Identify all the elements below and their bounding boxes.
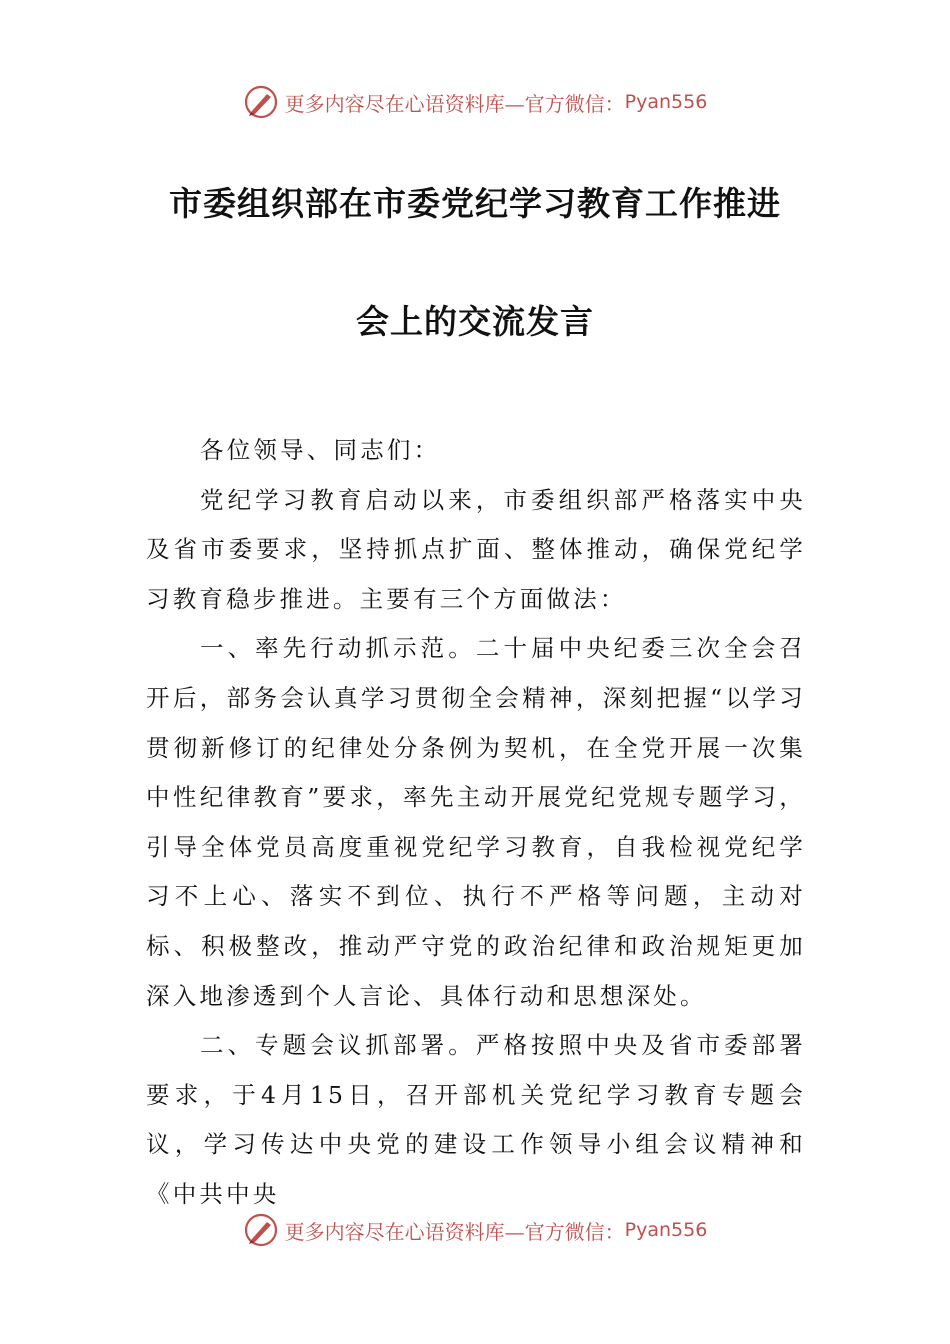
watermark-wechat-id: Pyan556 bbox=[624, 1219, 708, 1241]
body-paragraph-section-1: 一、率先行动抓示范。二十届中央纪委三次全会召开后，部务会认真学习贯彻全会精神，深刻把握“以学习贯彻新修订的纪律处分条例为契机，在全党开展一次集中性纪律教育”要求，率先主动开展党纪党规专题学习，引导全体党员高度重视党纪学习教育，自我检视党纪学习不上心、落实不到位、执行不严格等问题，主动对标、积极整改，推动严守党的政治纪律和政治规矩更加深入地渗透到个人言论、具体行动和思想深处。 bbox=[146, 634, 806, 1010]
body-paragraph-section-2: 二、专题会议抓部署。严格按照中央及省市委部署要求，于4月15日，召开部机关党纪学习教育专题会议，学习传达中央党的建设工作领导小组会议精神和《中共中央 bbox=[146, 1031, 806, 1208]
pen-logo-icon bbox=[243, 84, 279, 120]
document-title-line-2: 会上的交流发言 bbox=[356, 302, 594, 341]
document-title-line-1: 市委组织部在市委党纪学习教育工作推进 bbox=[169, 184, 781, 223]
footer-watermark bbox=[0, 1210, 950, 1250]
document-body bbox=[146, 426, 806, 1220]
watermark-site-text: 更多内容尽在心语资料库—官方微信： bbox=[284, 1219, 625, 1244]
watermark-site-text: 更多内容尽在心语资料库—官方微信： bbox=[284, 91, 625, 116]
pen-logo-icon bbox=[243, 1212, 279, 1248]
body-paragraph-intro: 党纪学习教育启动以来，市委组织部严格落实中央及省市委要求，坚持抓点扩面、整体推动，确保党纪学习教育稳步推进。主要有三个方面做法： bbox=[146, 485, 806, 613]
header-watermark bbox=[0, 82, 950, 122]
watermark-wechat-id: Pyan556 bbox=[624, 91, 708, 113]
salutation: 各位领导、同志们： bbox=[200, 436, 441, 464]
